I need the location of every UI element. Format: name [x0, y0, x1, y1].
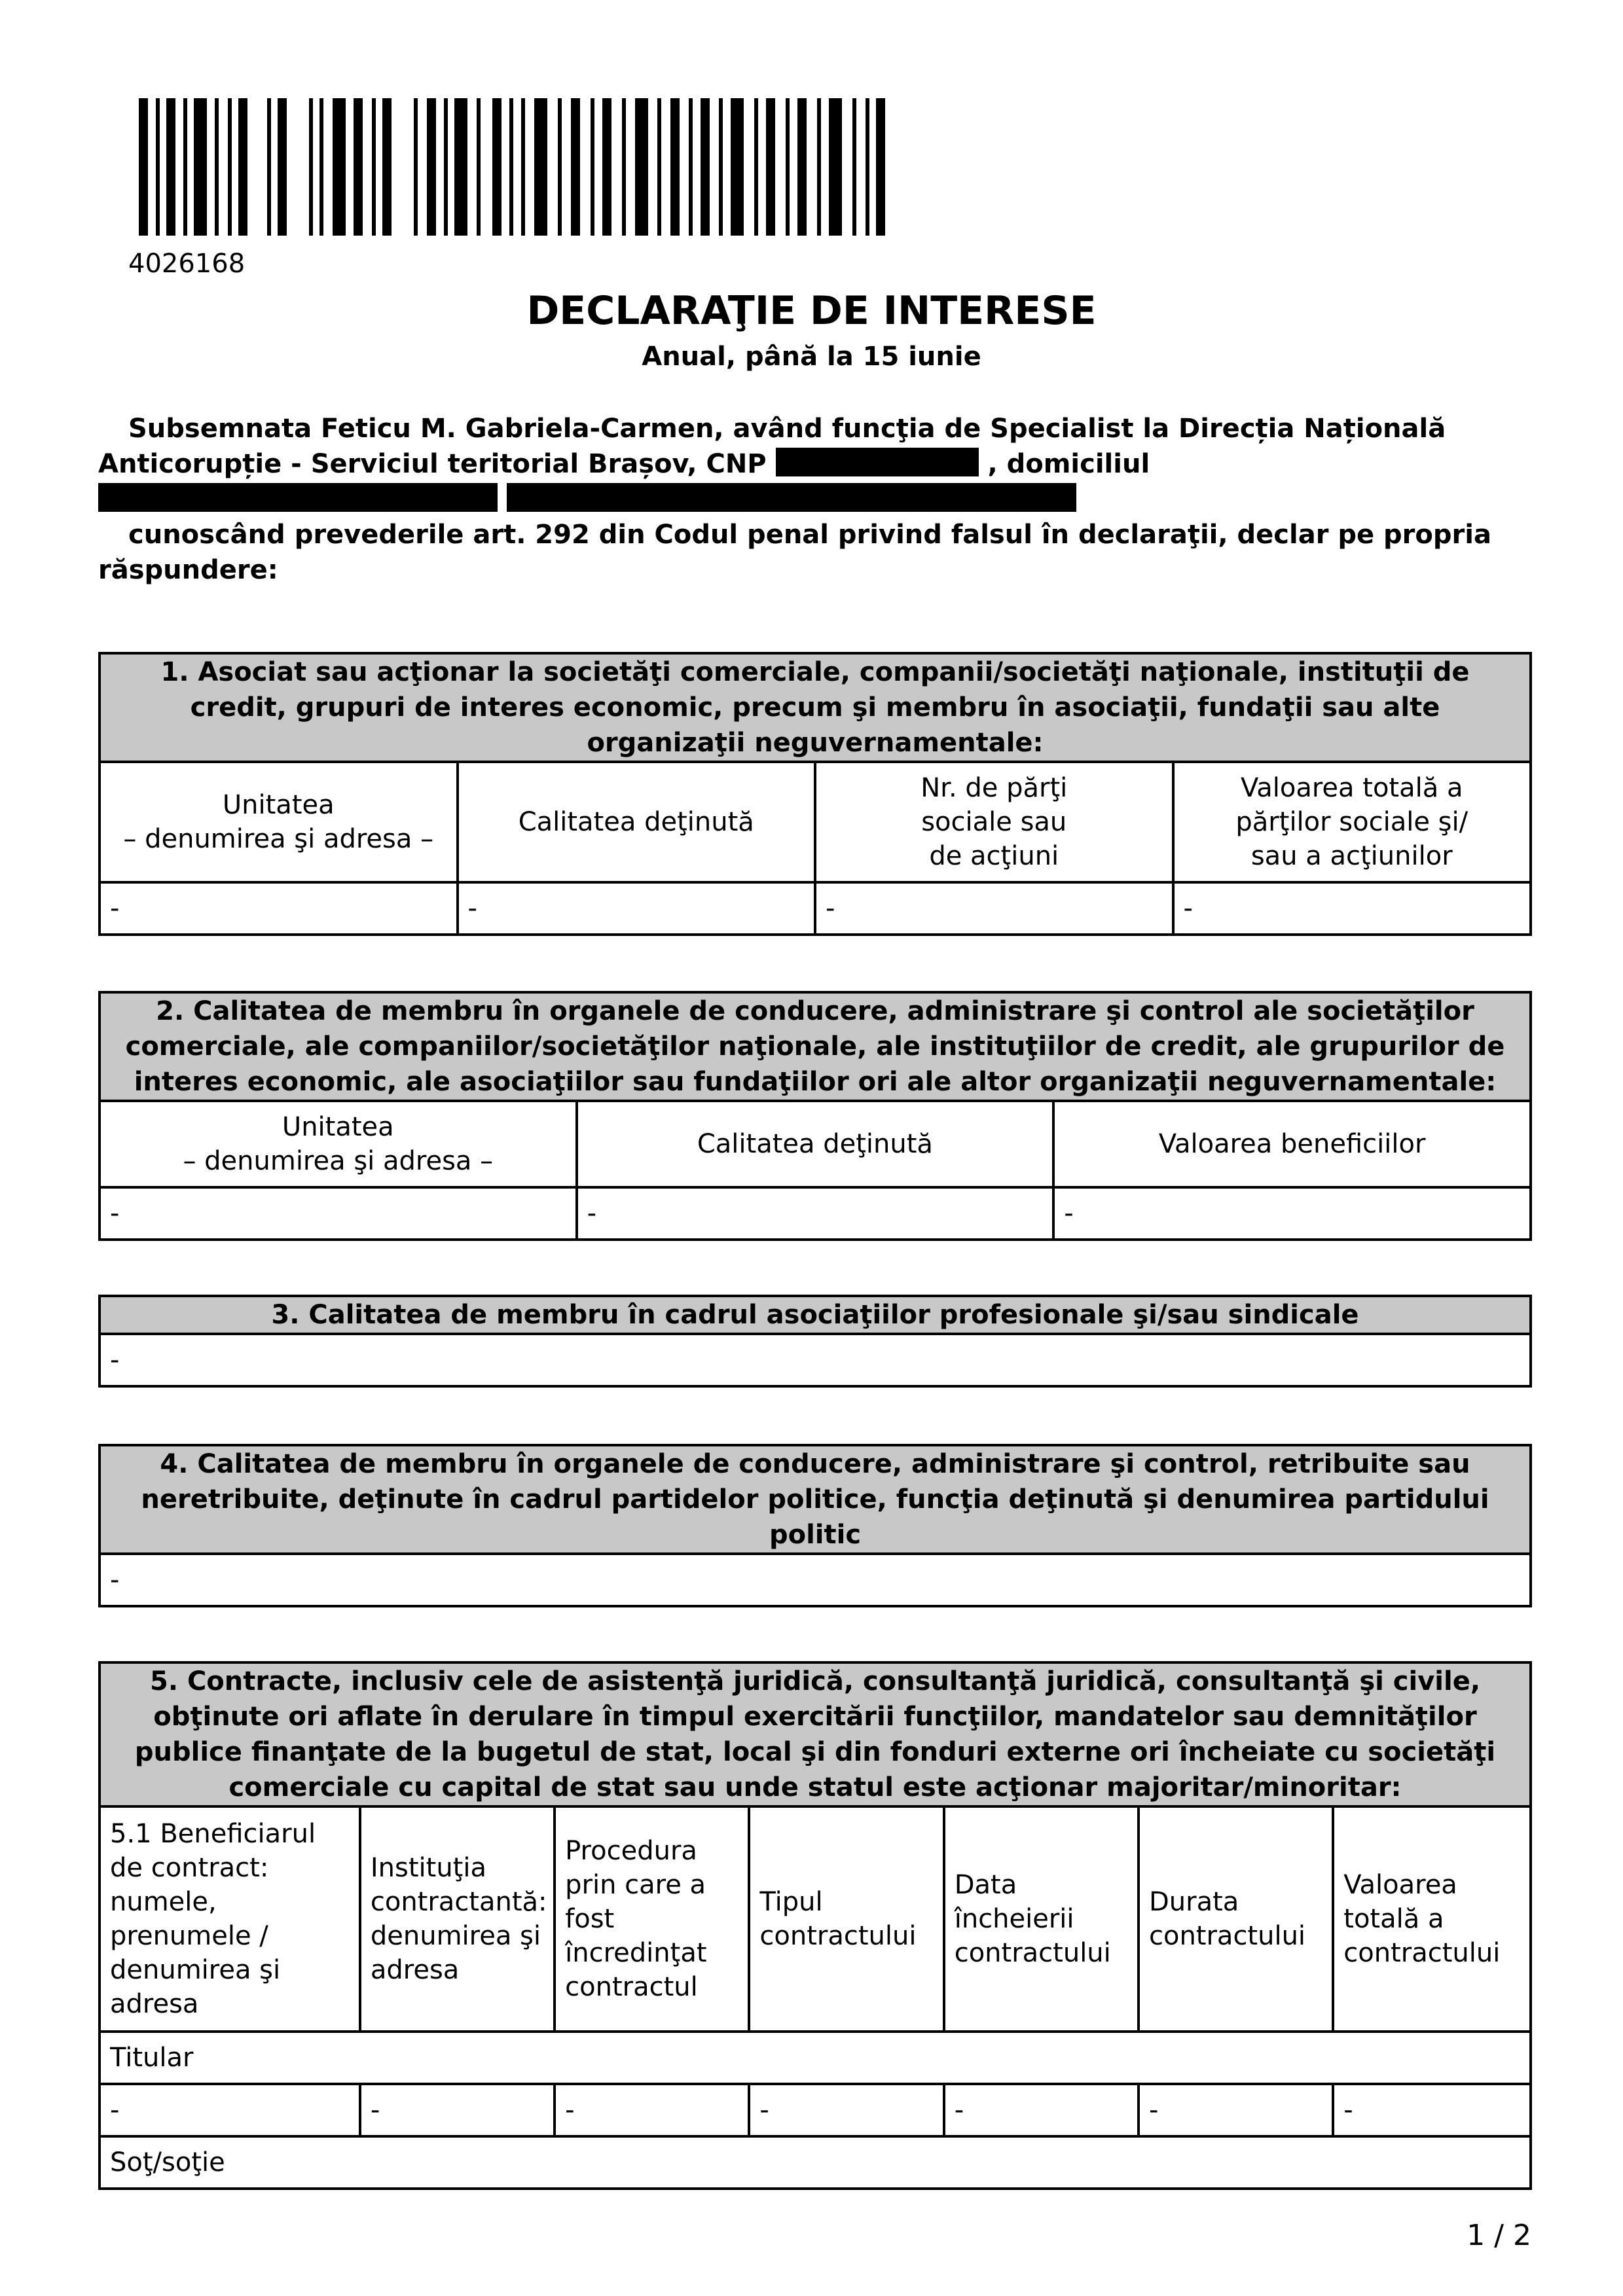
section-3-table: [98, 1295, 1532, 1388]
table-cell: -: [555, 2084, 749, 2136]
table-cell: -: [1173, 882, 1531, 935]
table-cell: -: [360, 2084, 555, 2136]
table-cell: -: [100, 1334, 1531, 1386]
document-title: DECLARAŢIE DE INTERESE: [526, 288, 1097, 334]
column-header-quality: Calitatea deţinută: [577, 1101, 1054, 1187]
section-1-heading: 1. Asociat sau acţionar la societăţi comerciale, companii/societăţi naţionale, instituţii de credit, grupuri de interes economic, precum şi membru în asociaţii, fundaţii sau alte organizaţii neguvernamentale:: [100, 653, 1531, 762]
table-cell: -: [1333, 2084, 1531, 2136]
row-label-titular: Titular: [100, 2032, 1531, 2084]
table-row: [100, 2032, 1531, 2084]
intro-text-2: , domiciliul: [987, 449, 1150, 479]
column-header-benefits: Valoarea beneficiilor: [1053, 1101, 1531, 1187]
table-cell: -: [458, 882, 816, 935]
table-cell: -: [100, 1187, 577, 1240]
column-header-unit: [100, 1101, 577, 1187]
column-header-contracting-institution: Instituţia contractantă: denumirea şi adresa: [360, 1806, 555, 2032]
column-header-beneficiary: 5.1 Beneficiarul de contract: numele, prenumele / denumirea şi adresa: [100, 1806, 360, 2032]
table-cell: -: [100, 2084, 360, 2136]
table-cell: -: [1139, 2084, 1333, 2136]
table-row: [100, 1187, 1531, 1240]
column-header-contract-duration: Durata contractului: [1139, 1806, 1333, 2032]
barcode-number: 4026168: [128, 249, 246, 279]
col-value-line2: părţilor sociale şi/: [1235, 807, 1468, 837]
table-row: [100, 1334, 1531, 1386]
document-subtitle: Anual, până la 15 iunie: [642, 342, 981, 372]
col-shares-line1: Nr. de părţi: [921, 773, 1068, 803]
table-row: [100, 882, 1531, 935]
table-cell: -: [577, 1187, 1054, 1240]
col-unit-line1: Unitatea: [282, 1112, 394, 1142]
col-unit-line1: Unitatea: [222, 790, 335, 820]
section-5-table: [98, 1661, 1532, 2190]
column-header-contract-type: Tipul contractului: [749, 1806, 943, 2032]
table-cell: -: [944, 2084, 1139, 2136]
section-4-heading: 4. Calitatea de membru în organele de conducere, administrare şi control, retribuite sau neretribuite, deţinute în cadrul partidelor politice, funcţia deţinută şi denumirea partidului politic: [100, 1445, 1531, 1554]
table-cell: -: [749, 2084, 943, 2136]
table-row: [100, 2136, 1531, 2189]
column-header-shares: [815, 762, 1173, 882]
col-shares-line3: de acţiuni: [929, 841, 1059, 871]
intro-text-1: Subsemnata Feticu M. Gabriela-Carmen, având funcţia de Specialist la Direcția Națională Anticorupție - Serviciul teritorial Brașov, CNP: [98, 414, 1446, 479]
section-1-table: [98, 652, 1532, 936]
col-unit-line2: – denumirea şi adresa –: [183, 1146, 494, 1176]
page-number: 1 / 2: [1467, 2219, 1531, 2252]
redacted-address-continued: [507, 483, 1076, 512]
table-cell: -: [100, 882, 458, 935]
redacted-address: [98, 483, 498, 512]
intro-paragraph: [98, 411, 1532, 517]
col-unit-line2: – denumirea şi adresa –: [123, 824, 434, 854]
col-value-line1: Valoarea totală a: [1241, 773, 1463, 803]
table-row: [100, 2084, 1531, 2136]
col-value-line3: sau a acţiunilor: [1250, 841, 1453, 871]
table-cell: -: [815, 882, 1173, 935]
section-2-heading: 2. Calitatea de membru în organele de conducere, administrare şi control ale societăţilor comerciale, ale companiilor/societăţilor naţionale, ale instituţiilor de credit, ale grupurilor de interes economic, ale asociaţiilor sau fundaţiilor ori ale altor organizaţii neguvernamentale:: [100, 992, 1531, 1101]
section-5-heading: 5. Contracte, inclusiv cele de asistenţă juridică, consultanţă juridică, consultanţă şi civile, obţinute ori aflate în derulare în timpul exercitării funcţiilor, mandatelor sau demnităţilor publice finanţate de la bugetul de stat, local şi din fonduri externe ori încheiate cu societăţi comerciale cu capital de stat sau unde statul este acţionar majoritar/minoritar:: [100, 1662, 1531, 1806]
column-header-total-value: [1173, 762, 1531, 882]
intro-statement: cunoscând prevederile art. 292 din Codul penal privind falsul în declaraţii, declar pe propria răspundere:: [98, 520, 1491, 585]
table-row: [100, 1554, 1531, 1606]
section-3-heading: 3. Calitatea de membru în cadrul asociaţiilor profesionale şi/sau sindicale: [100, 1296, 1531, 1334]
row-label-spouse: Soţ/soţie: [100, 2136, 1531, 2189]
section-2-table: [98, 991, 1532, 1241]
table-cell: -: [100, 1554, 1531, 1606]
column-header-contract-date: Data încheierii contractului: [944, 1806, 1139, 2032]
section-4-table: [98, 1444, 1532, 1607]
redacted-cnp: [776, 448, 979, 476]
column-header-procedure: Procedura prin care a fost încredinţat contractul: [555, 1806, 749, 2032]
table-cell: -: [1053, 1187, 1531, 1240]
col-shares-line2: sociale sau: [921, 807, 1067, 837]
column-header-contract-value: Valoarea totală a contractului: [1333, 1806, 1531, 2032]
barcode: [139, 98, 885, 236]
column-header-quality: Calitatea deţinută: [458, 762, 816, 882]
column-header-unit: [100, 762, 458, 882]
